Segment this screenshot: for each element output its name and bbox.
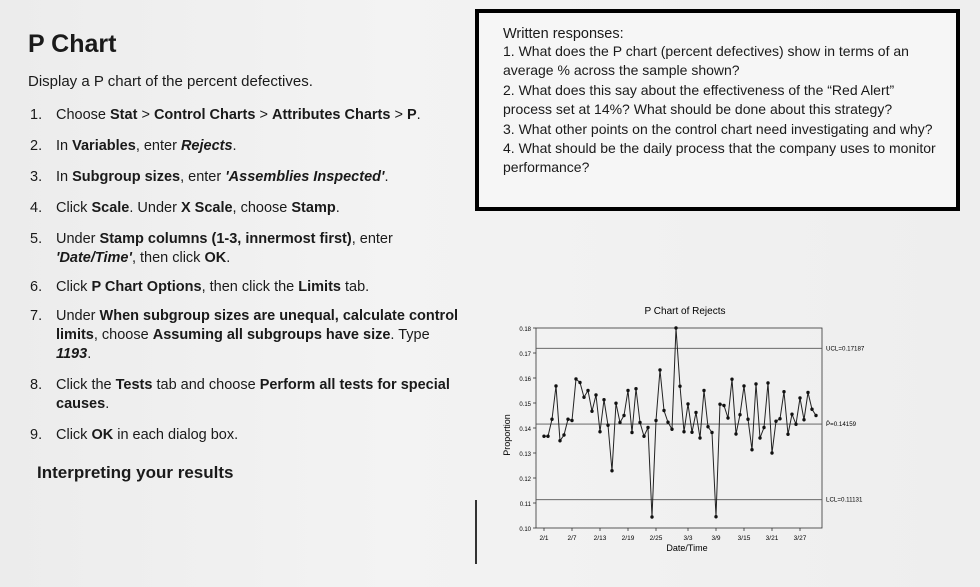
data-point xyxy=(610,469,613,472)
divider-line xyxy=(475,500,477,564)
step-keyword: 'Date/Time' xyxy=(56,250,132,266)
step-number: 6. xyxy=(30,279,43,295)
step-keyword: Stamp xyxy=(291,200,336,216)
x-tick-label: 3/15 xyxy=(737,535,751,542)
data-point xyxy=(542,435,545,438)
data-point xyxy=(618,421,621,424)
y-tick-label: 0.18 xyxy=(519,327,531,333)
step-text: Click the xyxy=(56,377,116,393)
section-subheading: Interpreting your results xyxy=(37,463,234,482)
data-point xyxy=(702,389,705,392)
step-keyword: X Scale xyxy=(180,200,233,216)
data-point xyxy=(638,421,641,424)
data-point xyxy=(626,389,629,392)
step-text: . xyxy=(335,200,340,216)
step-keyword: Rejects xyxy=(180,138,233,154)
step-text: . xyxy=(384,169,389,185)
step-8 xyxy=(28,376,468,414)
step-7 xyxy=(28,307,468,364)
step-text: Click xyxy=(56,279,92,295)
step-number: 7. xyxy=(30,308,43,324)
written-responses-box xyxy=(475,9,960,211)
step-number: 1. xyxy=(30,107,43,123)
data-point xyxy=(742,384,745,387)
step-text: Under xyxy=(56,308,100,324)
data-point xyxy=(750,448,753,451)
step-keyword: Attributes Charts xyxy=(271,107,391,123)
step-keyword: OK xyxy=(204,250,227,266)
data-point xyxy=(658,368,661,371)
lcl-label: LCL=0.11131 xyxy=(826,496,863,504)
data-point xyxy=(746,418,749,421)
step-number: 3. xyxy=(30,169,43,185)
step-9 xyxy=(28,426,468,445)
data-point xyxy=(622,414,625,417)
x-tick-label: 3/9 xyxy=(711,535,721,542)
step-keyword: P xyxy=(406,107,417,123)
step-text: . xyxy=(416,107,421,123)
step-text: . Type xyxy=(390,327,430,343)
data-point xyxy=(574,377,577,380)
step-3 xyxy=(28,168,468,187)
intro-text: Display a P chart of the percent defectives. xyxy=(28,73,313,90)
step-text: In xyxy=(56,138,73,154)
data-point xyxy=(634,387,637,390)
data-point xyxy=(582,396,585,399)
data-point xyxy=(730,378,733,381)
step-number: 2. xyxy=(30,138,43,154)
step-text: , choose xyxy=(232,200,292,216)
step-2 xyxy=(28,137,468,156)
y-tick-label: 0.12 xyxy=(519,477,531,483)
data-point xyxy=(670,428,673,431)
data-point xyxy=(570,419,573,422)
y-tick-label: 0.17 xyxy=(519,352,531,358)
y-tick-label: 0.13 xyxy=(519,452,531,458)
data-point xyxy=(766,381,769,384)
step-keyword: Stat xyxy=(110,107,138,123)
data-point xyxy=(682,430,685,433)
step-text: , enter xyxy=(135,138,181,154)
step-keyword: P Chart Options xyxy=(91,279,202,295)
step-keyword: Scale xyxy=(91,200,130,216)
step-text: , then click xyxy=(131,250,205,266)
p-chart-svg xyxy=(500,300,895,560)
data-point xyxy=(814,414,817,417)
data-point xyxy=(590,410,593,413)
data-point xyxy=(794,423,797,426)
data-point xyxy=(774,420,777,423)
data-point xyxy=(586,389,589,392)
step-text: Click xyxy=(56,200,92,216)
data-point xyxy=(678,385,681,388)
data-point xyxy=(778,417,781,420)
ucl-label: UCL=0.17187 xyxy=(826,345,865,353)
step-keyword: Tests xyxy=(115,377,153,393)
data-point xyxy=(566,418,569,421)
step-keyword: OK xyxy=(91,427,114,443)
data-point xyxy=(642,435,645,438)
step-text: Choose xyxy=(56,107,111,123)
instructions-panel xyxy=(28,30,468,445)
step-text: . xyxy=(105,396,110,412)
data-point xyxy=(770,451,773,454)
data-point xyxy=(558,439,561,442)
question-4: 4. What should be the daily process that the company uses to monitor performance? xyxy=(503,140,936,176)
data-point xyxy=(734,432,737,435)
step-text: > xyxy=(390,107,407,123)
data-point xyxy=(546,435,549,438)
step-keyword: Variables xyxy=(72,138,136,154)
x-tick-label: 2/7 xyxy=(567,535,577,542)
plot-frame xyxy=(536,328,822,528)
data-point xyxy=(650,515,653,518)
steps-list xyxy=(28,106,468,445)
step-text: In xyxy=(56,169,73,185)
step-text: . Under xyxy=(129,200,181,216)
step-text: tab. xyxy=(340,279,370,295)
step-text: > xyxy=(255,107,272,123)
step-keyword: Perform all tests for special causes xyxy=(56,377,450,412)
responses-heading: Written responses: xyxy=(503,26,624,42)
data-point xyxy=(762,426,765,429)
data-point xyxy=(802,418,805,421)
step-text: . xyxy=(87,346,92,362)
page-title: P Chart xyxy=(28,30,117,58)
data-point xyxy=(674,326,677,329)
step-keyword: Assuming all subgroups have size xyxy=(152,327,391,343)
data-point xyxy=(738,413,741,416)
x-tick-label: 3/27 xyxy=(793,535,807,542)
step-text: in each dialog box. xyxy=(113,427,239,443)
data-point xyxy=(594,393,597,396)
step-4 xyxy=(28,199,468,218)
step-5 xyxy=(28,230,468,268)
step-keyword: 'Assemblies Inspected' xyxy=(225,169,385,185)
step-keyword: Subgroup sizes xyxy=(72,169,181,185)
x-tick-label: 2/19 xyxy=(621,535,635,542)
step-number: 8. xyxy=(30,377,43,393)
data-point xyxy=(598,430,601,433)
x-tick-label: 3/3 xyxy=(683,535,693,542)
data-point xyxy=(710,431,713,434)
data-point xyxy=(562,433,565,436)
data-point xyxy=(718,403,721,406)
step-6 xyxy=(28,278,468,297)
data-point xyxy=(758,436,761,439)
step-text: , then click the xyxy=(201,279,299,295)
step-text: Under xyxy=(56,231,100,247)
y-tick-label: 0.14 xyxy=(519,427,531,433)
step-text: . xyxy=(226,250,231,266)
y-axis-label: Proportion xyxy=(502,414,512,456)
step-text: , enter xyxy=(180,169,226,185)
step-keyword: Control Charts xyxy=(153,107,256,123)
step-keyword: Limits xyxy=(298,279,341,295)
question-3: 3. What other points on the control chart need investigating and why? xyxy=(503,120,933,137)
data-point xyxy=(754,382,757,385)
x-tick-label: 2/1 xyxy=(539,535,549,542)
data-point xyxy=(810,408,813,411)
question-2: 2. What does this say about the effectiveness of the “Red Alert” process set at 14%? What should be done about this strategy? xyxy=(503,81,895,118)
data-point xyxy=(706,425,709,428)
data-point xyxy=(554,384,557,387)
center-label: P̄=0.14159 xyxy=(826,421,857,429)
data-point xyxy=(686,402,689,405)
step-number: 4. xyxy=(30,200,43,216)
data-point xyxy=(606,424,609,427)
data-point xyxy=(694,411,697,414)
data-point xyxy=(690,431,693,434)
step-1 xyxy=(28,106,468,125)
chart-title: P Chart of Rejects xyxy=(644,306,726,317)
data-point xyxy=(786,433,789,436)
step-text: , enter xyxy=(351,231,393,247)
step-keyword: Stamp columns (1-3, innermost first) xyxy=(99,231,352,247)
data-point xyxy=(714,515,717,518)
data-point xyxy=(666,421,669,424)
y-tick-label: 0.16 xyxy=(519,377,531,383)
step-number: 5. xyxy=(30,231,43,247)
step-number: 9. xyxy=(30,427,43,443)
question-1: 1. What does the P chart (percent defectives) show in terms of an average % across the sample shown? xyxy=(503,43,909,79)
x-axis-label: Date/Time xyxy=(666,543,708,553)
step-text: > xyxy=(137,107,154,123)
y-tick-label: 0.10 xyxy=(519,527,531,533)
step-text: Click xyxy=(56,427,92,443)
data-point xyxy=(578,381,581,384)
data-point xyxy=(726,416,729,419)
step-text: . xyxy=(232,138,237,154)
x-tick-label: 2/13 xyxy=(593,535,607,542)
data-point xyxy=(550,418,553,421)
data-point xyxy=(790,413,793,416)
data-point xyxy=(662,409,665,412)
data-point xyxy=(722,404,725,407)
p-chart xyxy=(500,300,895,560)
x-tick-label: 2/25 xyxy=(649,535,663,542)
x-tick-label: 3/21 xyxy=(765,535,779,542)
data-point xyxy=(698,436,701,439)
step-text: , choose xyxy=(93,327,153,343)
step-text: tab and choose xyxy=(152,377,260,393)
data-point xyxy=(654,419,657,422)
y-tick-label: 0.11 xyxy=(519,502,531,508)
step-keyword: 1193 xyxy=(56,346,88,362)
step-keyword: When subgroup sizes are unequal, calculate control limits xyxy=(56,308,459,343)
y-tick-label: 0.15 xyxy=(519,402,531,408)
data-point xyxy=(646,426,649,429)
data-point xyxy=(602,398,605,401)
data-point xyxy=(614,402,617,405)
data-point xyxy=(782,390,785,393)
data-point xyxy=(630,431,633,434)
data-point xyxy=(806,391,809,394)
data-point xyxy=(798,396,801,399)
